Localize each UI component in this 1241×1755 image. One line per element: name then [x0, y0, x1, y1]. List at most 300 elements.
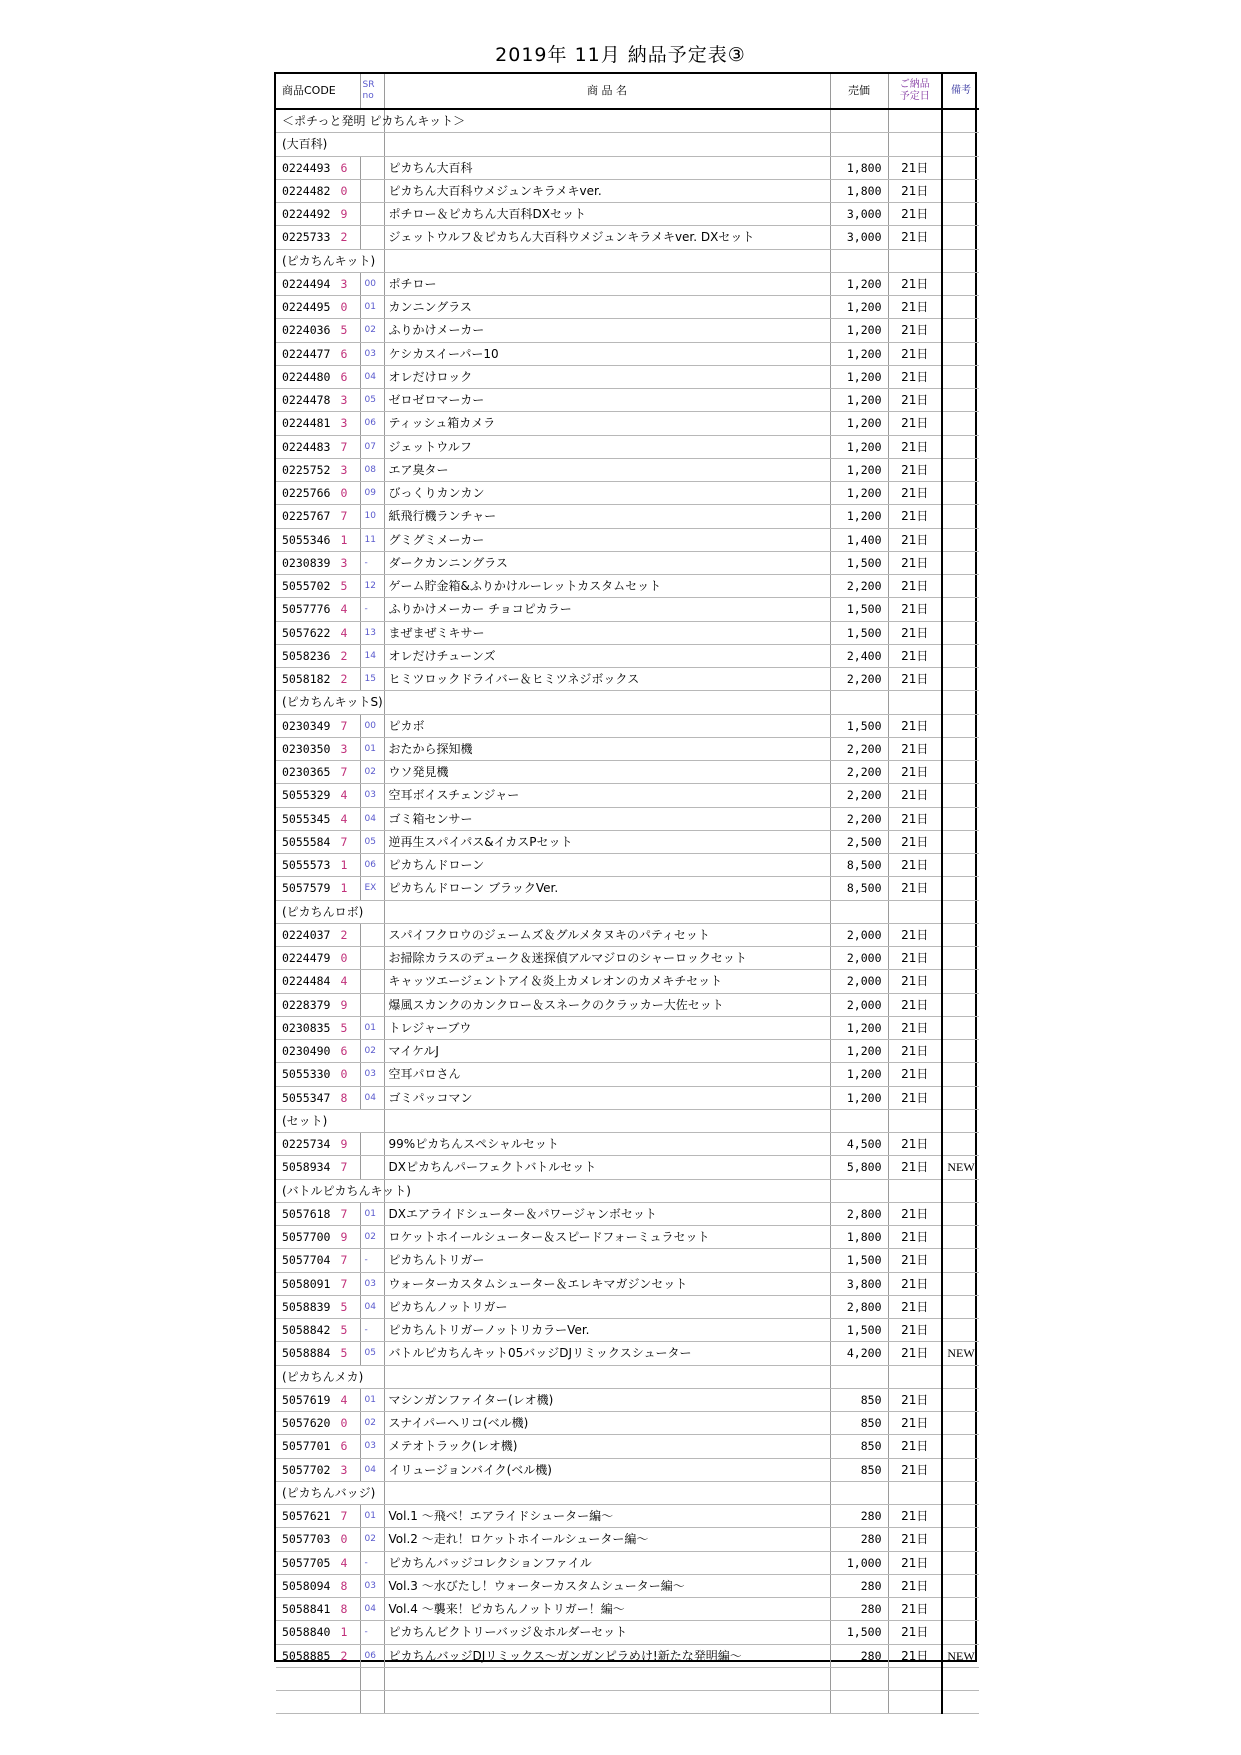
table-row: [276, 877, 979, 900]
product-code-number: 5058885: [282, 1648, 331, 1663]
product-code-number: 0224037: [282, 927, 331, 942]
remarks: [942, 668, 979, 691]
product-name: グミグミメーカー: [384, 528, 830, 551]
product-code: [276, 1598, 360, 1621]
product-name: 紙飛行機ランチャー: [384, 505, 830, 528]
product-name: エア臭ター: [384, 458, 830, 481]
sr-number: [360, 226, 384, 249]
product-name: Vol.3 ～水びたし！ウォーターカスタムシューター編～: [384, 1574, 830, 1597]
price: 2,500: [830, 830, 888, 853]
delivery-date: 21日: [888, 830, 942, 853]
remarks: [942, 1574, 979, 1597]
remarks: [942, 784, 979, 807]
remarks: [942, 296, 979, 319]
delivery-date: 21日: [888, 342, 942, 365]
price: 1,200: [830, 296, 888, 319]
remarks: [942, 1133, 979, 1156]
table-row: [276, 807, 979, 830]
delivery-date: 21日: [888, 668, 942, 691]
check-digit: 5: [340, 579, 348, 594]
check-digit: 6: [340, 1439, 348, 1454]
product-code-number: 0225752: [282, 462, 331, 477]
remarks-cell: [942, 1109, 979, 1132]
sr-number: 02: [360, 1528, 384, 1551]
sr-number: 09: [360, 482, 384, 505]
sr-number: -: [360, 1319, 384, 1342]
price-cell: [830, 249, 888, 272]
category-row: [276, 900, 979, 923]
price: 2,000: [830, 970, 888, 993]
delivery-date: 21日: [888, 1133, 942, 1156]
product-code-number: 0224482: [282, 183, 331, 198]
table-row: [276, 272, 979, 295]
category-row: [276, 133, 979, 156]
remarks: [942, 1016, 979, 1039]
price: 8,500: [830, 877, 888, 900]
product-code-number: 0224493: [282, 160, 331, 175]
product-name: ふりかけメーカー: [384, 319, 830, 342]
table-row: [276, 1388, 979, 1411]
product-name: ゴミ箱センサー: [384, 807, 830, 830]
delivery-date: 21日: [888, 156, 942, 179]
sr-number: [360, 156, 384, 179]
price: 1,200: [830, 1016, 888, 1039]
product-code: [276, 737, 360, 760]
product-name: おたから探知機: [384, 737, 830, 760]
delivery-date: 21日: [888, 482, 942, 505]
delivery-date: 21日: [888, 854, 942, 877]
price: 2,200: [830, 784, 888, 807]
price: 1,500: [830, 1319, 888, 1342]
product-code-number: 5058840: [282, 1625, 331, 1640]
page-title: 2019年 11月 納品予定表③: [495, 44, 746, 66]
product-code: [276, 807, 360, 830]
sr-number: [360, 993, 384, 1016]
product-code-number: 0224481: [282, 416, 331, 431]
remarks: [942, 737, 979, 760]
delivery-date-cell: [888, 249, 942, 272]
price: 1,200: [830, 1040, 888, 1063]
product-code: [276, 319, 360, 342]
product-code-number: 5058094: [282, 1578, 331, 1593]
category-label: ＜ポチっと発明 ピカちんキット＞: [276, 109, 384, 133]
table-row: [276, 528, 979, 551]
product-code-number: 5057703: [282, 1532, 331, 1547]
table-row: [276, 482, 979, 505]
category-label: (バトルピカちんキット): [276, 1179, 384, 1202]
product-code: [276, 644, 360, 667]
delivery-date-cell: [888, 900, 942, 923]
table-row: [276, 668, 979, 691]
empty-cell: [384, 1667, 830, 1690]
product-code-number: 0224479: [282, 951, 331, 966]
category-label: (ピカちんバッジ): [276, 1481, 384, 1504]
product-code: [276, 1435, 360, 1458]
delivery-date: 21日: [888, 296, 942, 319]
sr-number: 04: [360, 1086, 384, 1109]
product-code: [276, 458, 360, 481]
check-digit: 5: [340, 1299, 348, 1314]
delivery-date: 21日: [888, 993, 942, 1016]
price: 1,200: [830, 435, 888, 458]
delivery-date: 21日: [888, 1435, 942, 1458]
sr-number: 07: [360, 435, 384, 458]
table-row: [276, 412, 979, 435]
remarks: [942, 970, 979, 993]
sr-number: 02: [360, 1226, 384, 1249]
remarks: [942, 1412, 979, 1435]
remarks: [942, 575, 979, 598]
delivery-date: 21日: [888, 1295, 942, 1318]
price: 1,200: [830, 458, 888, 481]
product-code: [276, 296, 360, 319]
product-code: [276, 203, 360, 226]
delivery-date: 21日: [888, 1528, 942, 1551]
remarks: [942, 365, 979, 388]
product-name: スナイパーヘリコ(ベル機): [384, 1412, 830, 1435]
price: 4,500: [830, 1133, 888, 1156]
table-row: [276, 389, 979, 412]
table-row: [276, 1086, 979, 1109]
blank-row: [276, 1691, 979, 1714]
table-row: [276, 1528, 979, 1551]
product-name: オレだけロック: [384, 365, 830, 388]
price: 1,500: [830, 1249, 888, 1272]
product-code: [276, 482, 360, 505]
delivery-date: 21日: [888, 1226, 942, 1249]
product-code-number: 5057702: [282, 1462, 331, 1477]
remarks: [942, 203, 979, 226]
product-code: [276, 1388, 360, 1411]
remarks-cell: [942, 1179, 979, 1202]
product-name: 空耳パロさん: [384, 1063, 830, 1086]
product-code-number: 0230490: [282, 1044, 331, 1059]
product-code-number: 0224483: [282, 439, 331, 454]
product-code: [276, 1202, 360, 1225]
remarks: [942, 761, 979, 784]
category-label: (ピカちんメカ): [276, 1365, 384, 1388]
product-code: [276, 923, 360, 946]
product-code-number: 0225767: [282, 509, 331, 524]
product-code: [276, 505, 360, 528]
product-code: [276, 830, 360, 853]
product-code: [276, 1319, 360, 1342]
product-code-number: 5058236: [282, 648, 331, 663]
product-name-cell: [384, 1109, 830, 1132]
empty-cell: [276, 1691, 360, 1714]
delivery-date: 21日: [888, 947, 942, 970]
product-name: 逆再生スパイパス&イカスPセット: [384, 830, 830, 853]
product-code: [276, 1226, 360, 1249]
product-name: お掃除カラスのデューク＆迷探偵アルマジロのシャーロックセット: [384, 947, 830, 970]
delivery-date: 21日: [888, 1551, 942, 1574]
delivery-date: 21日: [888, 365, 942, 388]
price: 3,000: [830, 203, 888, 226]
remarks: [942, 1040, 979, 1063]
table-row: [276, 947, 979, 970]
price: 2,200: [830, 575, 888, 598]
table-header: [276, 74, 979, 109]
price: 1,800: [830, 179, 888, 202]
product-name: ピカボ: [384, 714, 830, 737]
table-row: [276, 435, 979, 458]
table-row: [276, 296, 979, 319]
price: 850: [830, 1458, 888, 1481]
sr-number: 04: [360, 365, 384, 388]
price: 2,000: [830, 923, 888, 946]
header-delivery-date: ご納品 予定日: [888, 74, 942, 109]
delivery-date: 21日: [888, 1249, 942, 1272]
product-code: [276, 156, 360, 179]
price: 1,200: [830, 482, 888, 505]
delivery-date: 21日: [888, 714, 942, 737]
check-digit: 3: [340, 416, 348, 431]
table-row: [276, 1295, 979, 1318]
table-row: [276, 1202, 979, 1225]
sr-number: 01: [360, 1505, 384, 1528]
table-row: [276, 551, 979, 574]
delivery-date-cell: [888, 109, 942, 133]
sr-number: 01: [360, 1016, 384, 1039]
check-digit: 6: [340, 160, 348, 175]
product-code: [276, 575, 360, 598]
remarks: [942, 226, 979, 249]
category-row: [276, 109, 979, 133]
product-name: びっくりカンカン: [384, 482, 830, 505]
check-digit: 6: [340, 369, 348, 384]
empty-cell: [942, 1667, 979, 1690]
price: 1,500: [830, 551, 888, 574]
check-digit: 3: [340, 276, 348, 291]
product-code-number: 5055702: [282, 579, 331, 594]
sr-number: [360, 947, 384, 970]
check-digit: 3: [340, 741, 348, 756]
product-code: [276, 389, 360, 412]
remarks-cell: [942, 691, 979, 714]
product-code: [276, 1551, 360, 1574]
product-code-number: 0225766: [282, 486, 331, 501]
sr-number: 01: [360, 1388, 384, 1411]
product-code-number: 5058842: [282, 1323, 331, 1338]
product-code: [276, 854, 360, 877]
product-code-number: 0228379: [282, 997, 331, 1012]
product-name: マイケルJ: [384, 1040, 830, 1063]
product-code: [276, 598, 360, 621]
delivery-date-cell: [888, 1481, 942, 1504]
delivery-date-cell: [888, 1109, 942, 1132]
delivery-date-cell: [888, 1365, 942, 1388]
delivery-date: 21日: [888, 1598, 942, 1621]
price: 3,000: [830, 226, 888, 249]
table-row: [276, 644, 979, 667]
check-digit: 2: [340, 927, 348, 942]
product-code: [276, 551, 360, 574]
product-name: ピカちんドローン: [384, 854, 830, 877]
sr-number: 04: [360, 1598, 384, 1621]
product-code-number: 5055573: [282, 858, 331, 873]
sr-number: -: [360, 598, 384, 621]
check-digit: 6: [340, 346, 348, 361]
table-row: [276, 621, 979, 644]
check-digit: 7: [340, 834, 348, 849]
price-cell: [830, 1109, 888, 1132]
product-code: [276, 1505, 360, 1528]
table-row: [276, 156, 979, 179]
remarks: [942, 598, 979, 621]
sr-number: [360, 970, 384, 993]
check-digit: 2: [340, 1648, 348, 1663]
product-name: ウソ発見機: [384, 761, 830, 784]
check-digit: 2: [340, 648, 348, 663]
table-row: [276, 784, 979, 807]
empty-cell: [942, 1691, 979, 1714]
remarks: [942, 1063, 979, 1086]
table-row: [276, 1016, 979, 1039]
product-code: [276, 993, 360, 1016]
price-cell: [830, 109, 888, 133]
price-cell: [830, 1481, 888, 1504]
delivery-date: 21日: [888, 319, 942, 342]
delivery-date: 21日: [888, 1644, 942, 1667]
remarks: [942, 389, 979, 412]
product-code-number: 0224495: [282, 300, 331, 315]
table-row: [276, 1598, 979, 1621]
category-label: (ピカちんキット): [276, 249, 384, 272]
price: 1,500: [830, 621, 888, 644]
sr-number: 00: [360, 272, 384, 295]
price: 1,500: [830, 714, 888, 737]
product-code-number: 5058884: [282, 1346, 331, 1361]
price: 2,800: [830, 1295, 888, 1318]
price: 2,400: [830, 644, 888, 667]
remarks: [942, 1598, 979, 1621]
remarks: [942, 923, 979, 946]
price-cell: [830, 691, 888, 714]
delivery-date: 21日: [888, 1574, 942, 1597]
remarks-cell: [942, 109, 979, 133]
delivery-date: 21日: [888, 1040, 942, 1063]
delivery-date: 21日: [888, 621, 942, 644]
product-name: ポチロー: [384, 272, 830, 295]
blank-row: [276, 1667, 979, 1690]
table-row: [276, 1621, 979, 1644]
product-name: キャッツエージェントアイ＆炎上カメレオンのカメキチセット: [384, 970, 830, 993]
remarks: [942, 947, 979, 970]
product-code: [276, 528, 360, 551]
check-digit: 4: [340, 625, 348, 640]
delivery-date: 21日: [888, 1621, 942, 1644]
remarks: [942, 714, 979, 737]
check-digit: 8: [340, 1090, 348, 1105]
product-name-cell: [384, 691, 830, 714]
product-name: ピカちんトリガーノットリカラーVer.: [384, 1319, 830, 1342]
empty-cell: [276, 1667, 360, 1690]
empty-cell: [830, 1691, 888, 1714]
product-code: [276, 1133, 360, 1156]
product-name: ゼロゼロマーカー: [384, 389, 830, 412]
product-name: ウォーターカスタムシューター＆エレキマガジンセット: [384, 1272, 830, 1295]
product-name: ピカちんバッジDJリミックス～ガンガンピラめけ!新たな発明編～: [384, 1644, 830, 1667]
product-code: [276, 877, 360, 900]
remarks: [942, 319, 979, 342]
delivery-date-cell: [888, 133, 942, 156]
delivery-date: 21日: [888, 1063, 942, 1086]
product-code: [276, 272, 360, 295]
price: 280: [830, 1644, 888, 1667]
product-code-number: 5058091: [282, 1276, 331, 1291]
product-name: Vol.1 ～飛べ！エアライドシューター編～: [384, 1505, 830, 1528]
price-cell: [830, 1179, 888, 1202]
sr-number: 15: [360, 668, 384, 691]
table-row: [276, 1574, 979, 1597]
product-code: [276, 435, 360, 458]
remarks: [942, 1388, 979, 1411]
product-code-number: 5057701: [282, 1439, 331, 1454]
product-code-number: 0225733: [282, 230, 331, 245]
product-name: DXエアライドシューター＆パワージャンボセット: [384, 1202, 830, 1225]
sr-number: 01: [360, 737, 384, 760]
product-name: カンニングラス: [384, 296, 830, 319]
category-row: [276, 249, 979, 272]
product-code-number: 5055330: [282, 1067, 331, 1082]
check-digit: 9: [340, 1137, 348, 1152]
check-digit: 9: [340, 207, 348, 222]
product-code-number: 0230839: [282, 555, 331, 570]
product-name: ケシカスイーパー10: [384, 342, 830, 365]
sr-number: 02: [360, 761, 384, 784]
delivery-date: 21日: [888, 435, 942, 458]
product-code-number: 5057579: [282, 881, 331, 896]
category-row: [276, 1179, 979, 1202]
remarks: [942, 807, 979, 830]
remarks: [942, 1458, 979, 1481]
product-code-number: 5057705: [282, 1555, 331, 1570]
table-row: [276, 365, 979, 388]
sr-number: 08: [360, 458, 384, 481]
table-row: [276, 1342, 979, 1365]
check-digit: 0: [340, 1067, 348, 1082]
sr-number: -: [360, 551, 384, 574]
delivery-date: 21日: [888, 1202, 942, 1225]
check-digit: 8: [340, 1578, 348, 1593]
check-digit: 0: [340, 486, 348, 501]
product-code: [276, 621, 360, 644]
price: 1,500: [830, 598, 888, 621]
check-digit: 7: [340, 765, 348, 780]
remarks-cell: [942, 1365, 979, 1388]
product-name: ピカちんバッジコレクションファイル: [384, 1551, 830, 1574]
price: 1,400: [830, 528, 888, 551]
remarks: [942, 1226, 979, 1249]
product-code-number: 5057619: [282, 1392, 331, 1407]
check-digit: 1: [340, 1625, 348, 1640]
product-code: [276, 226, 360, 249]
price: 1,200: [830, 505, 888, 528]
product-code: [276, 1249, 360, 1272]
category-row: [276, 691, 979, 714]
sr-number: 02: [360, 1040, 384, 1063]
remarks: [942, 1249, 979, 1272]
product-name-cell: [384, 900, 830, 923]
category-row: [276, 1365, 979, 1388]
product-name: まぜまぜミキサー: [384, 621, 830, 644]
price: 280: [830, 1505, 888, 1528]
sr-number: 03: [360, 342, 384, 365]
check-digit: 3: [340, 1462, 348, 1477]
header-price: 売価: [830, 74, 888, 109]
delivery-date: 21日: [888, 1156, 942, 1179]
price: 1,500: [830, 1621, 888, 1644]
